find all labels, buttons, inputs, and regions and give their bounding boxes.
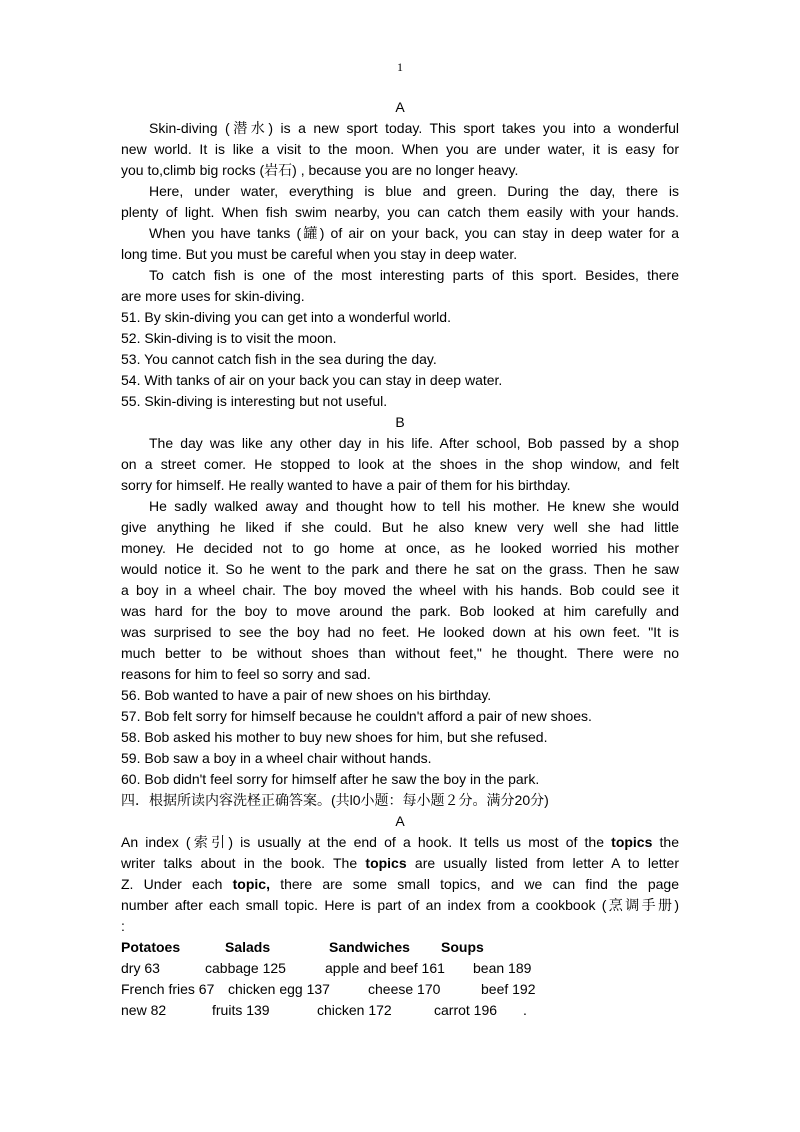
- question-item: 51. By skin-diving you can get into a wonderful world.: [121, 308, 451, 325]
- paragraph-line: He sadly walked away and thought how to tell his mother. He knew she would: [149, 497, 679, 514]
- paragraph-line: are more uses for skin-diving.: [121, 287, 305, 304]
- paragraph-line: The day was like any other day in his life. After school, Bob passed by a shop: [149, 434, 679, 451]
- question-item: 56. Bob wanted to have a pair of new shoes on his birthday.: [121, 686, 492, 703]
- paragraph-line: was surprised to see the boy had no feet. He looked down at his own feet. "It is: [121, 623, 679, 640]
- paragraph-line: new world. It is like a visit to the moon. When you are under water, it is easy for: [121, 140, 679, 157]
- index-column-header: Salads: [225, 938, 271, 955]
- question-item: 52. Skin-diving is to visit the moon.: [121, 329, 337, 346]
- paragraph-line: number after each small topic. Here is part of an index from a cookbook (烹调手册): [121, 896, 679, 913]
- paragraph-line: plenty of light. When fish swim nearby, you can catch them easily with your hands.: [121, 203, 679, 220]
- paragraph-line: Here, under water, everything is blue and green. During the day, there is: [149, 182, 679, 199]
- section-heading-a: A: [395, 98, 405, 115]
- paragraph-line: :: [121, 917, 125, 934]
- section-four-title: 四．根据所读内容洗柽正确答案。(共l0小题：每小题２分。满分20分): [121, 791, 549, 808]
- text-segment: Z. Under each: [121, 875, 233, 892]
- document-body: [121, 97, 679, 1021]
- question-item: 59. Bob saw a boy in a wheel chair without hands.: [121, 749, 432, 766]
- paragraph-line: would notice it. So he went to the park and there he sat on the grass. Then he saw: [121, 560, 679, 577]
- text-segment: are usually listed from letter A to letter: [406, 854, 679, 871]
- index-table-row: [121, 1000, 679, 1021]
- index-entry: cabbage 125: [205, 959, 286, 976]
- question-item: 55. Skin-diving is interesting but not useful.: [121, 392, 388, 409]
- paragraph-line: [121, 874, 679, 895]
- index-entry: beef 192: [481, 980, 536, 997]
- bold-term: topics: [365, 854, 407, 871]
- question-item: 54. With tanks of air on your back you can stay in deep water.: [121, 371, 503, 388]
- paragraph-line: sorry for himself. He really wanted to have a pair of them for his birthday.: [121, 476, 571, 493]
- index-entry: apple and beef 161: [325, 959, 445, 976]
- question-item: 60. Bob didn't feel sorry for himself after he saw the boy in the park.: [121, 770, 540, 787]
- index-entry: chicken egg 137: [228, 980, 330, 997]
- index-column-header: Sandwiches: [329, 938, 410, 955]
- paragraph-line: much better to be without shoes than without feet," he thought. There were no: [121, 644, 679, 661]
- index-entry: new 82: [121, 1001, 167, 1018]
- paragraph-line: [121, 832, 679, 853]
- index-entry: bean 189: [473, 959, 532, 976]
- bold-term: topic,: [232, 875, 270, 892]
- paragraph-line: reasons for him to feel so sorry and sad.: [121, 665, 371, 682]
- section-heading-b: B: [395, 413, 405, 430]
- question-item: 53. You cannot catch fish in the sea during the day.: [121, 350, 437, 367]
- index-entry: fruits 139: [212, 1001, 270, 1018]
- index-entry: cheese 170: [368, 980, 441, 997]
- index-table-row: [121, 958, 679, 979]
- section-four-subheading: A: [395, 812, 405, 829]
- index-entry: .: [523, 1001, 527, 1018]
- index-entry: French fries 67: [121, 980, 215, 997]
- bold-term: topics: [611, 833, 653, 850]
- question-item: 57. Bob felt sorry for himself because he couldn't afford a pair of new shoes.: [121, 707, 592, 724]
- paragraph-line: give anything he liked if she could. But he also knew very well she had little: [121, 518, 679, 535]
- paragraph-line: money. He decided not to go home at once, as he looked worried his mother: [121, 539, 679, 556]
- paragraph-line: long time. But you must be careful when you stay in deep water.: [121, 245, 518, 262]
- question-item: 58. Bob asked his mother to buy new shoes for him, but she refused.: [121, 728, 548, 745]
- paragraph-line: To catch fish is one of the most interesting parts of this sport. Besides, there: [149, 266, 679, 283]
- index-entry: carrot 196: [434, 1001, 498, 1018]
- index-table-row: [121, 979, 679, 1000]
- text-segment: there are some small topics, and we can find the page: [269, 875, 679, 892]
- text-segment: An index (索引) is usually at the end of a hook. It tells us most of the: [121, 833, 612, 850]
- page-number: 1: [397, 60, 403, 74]
- paragraph-line: [121, 853, 679, 874]
- paragraph-line: When you have tanks (罐) of air on your back, you can stay in deep water for a: [149, 224, 679, 241]
- paragraph-line: a boy in a wheel chair. The boy moved the wheel with his hands. Bob could see it: [121, 581, 679, 598]
- paragraph-line: you to,climb big rocks (岩石) , because you are no longer heavy.: [121, 161, 519, 178]
- index-entry: chicken 172: [317, 1001, 392, 1018]
- index-column-header: Potatoes: [121, 938, 181, 955]
- text-segment: the: [652, 833, 679, 850]
- index-table-header: [121, 937, 679, 958]
- paragraph-line: Skin-diving (潜水) is a new sport today. This sport takes you into a wonderful: [149, 119, 679, 136]
- paragraph-line: on a street comer. He stopped to look at the shoes in the shop window, and felt: [121, 455, 679, 472]
- index-column-header: Soups: [441, 938, 484, 955]
- text-segment: writer talks about in the book. The: [121, 854, 366, 871]
- index-entry: dry 63: [121, 959, 160, 976]
- paragraph-line: was hard for the boy to move around the park. Bob looked at him carefully and: [121, 602, 679, 619]
